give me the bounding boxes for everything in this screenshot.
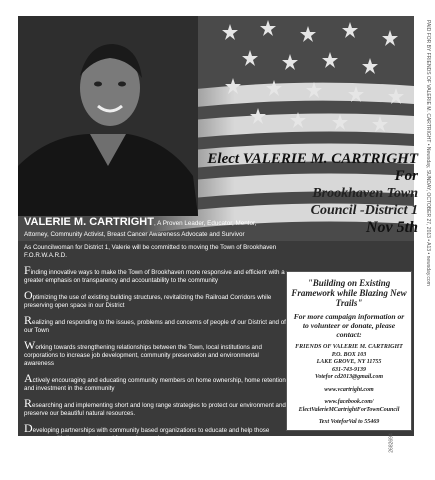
contact-box	[286, 271, 412, 431]
plank-text: eveloping partnerships with community based organizations to educate and help those among us with the greatest need for services and support	[24, 427, 270, 442]
headline-for: For	[394, 168, 418, 184]
plank-text: ctively encouraging and educating community members on home ownership, home retention and investment in the community	[24, 377, 286, 392]
po-box: P.O. BOX 103	[331, 351, 367, 358]
committee-name: FRIENDS OF VALERIE M. CARTRIGHT	[295, 344, 403, 350]
plank-item	[24, 288, 289, 310]
headline-elect: Elect VALERIE M. CARTRIGHT	[207, 151, 418, 167]
candidate-subtitle: Attorney, Community Activist, Breast Cancer Awareness Advocate and Survivor	[24, 231, 245, 238]
campaign-slogan: "Building on Existing Framework while Blazing New Trails"	[291, 278, 407, 308]
plank-initial: O	[24, 288, 33, 302]
headline-district: Council -District 1	[310, 203, 418, 218]
candidate-name: VALERIE M. CARTRIGHT	[24, 216, 154, 228]
candidate-tagline: , A Proven Leader, Educator, Mentor,	[153, 220, 257, 227]
website-link[interactable]: www.vcartright.com	[324, 386, 374, 393]
text-to-donate: Text VoteforVal to 55469	[318, 419, 380, 425]
bio-intro: As Councilwoman for District 1, Valerie will be committed to moving the Town of Brookhaven F.O.R.W.A.R.D.	[24, 244, 277, 259]
plank-item	[24, 338, 289, 368]
plank-text: orking towards strengthening relationships between the Town, local institutions and corporations to increase job development, community preservation and environmental awareness	[24, 344, 262, 367]
credit-text: PAID FOR BY FRIENDS OF VALERIE M. CARTRIGHT • Newsday, SUNDAY, OCTOBER 27, 2013 • A13 • newsday.com	[425, 20, 431, 286]
vertical-credit	[425, 20, 431, 460]
headline-date: Nov 5th	[366, 219, 418, 236]
plank-text: inding innovative ways to make the Town of Brookhaven more responsive and efficient with a greater emphasis on transparency and accountability to the community	[24, 269, 285, 284]
plank-text: ealizing and responding to the issues, problems and concerns of people of our District and of our Town	[24, 319, 286, 334]
ad-number: 2682694	[388, 433, 395, 453]
headline-town: Brookhaven Town	[312, 186, 418, 201]
city-line: LAKE GROVE, NY 11755	[316, 359, 382, 365]
plank-item	[24, 313, 289, 335]
plank-initial: F	[24, 263, 31, 277]
plank-item	[24, 396, 289, 418]
plank-initial: A	[24, 371, 33, 385]
plank-initial: D	[24, 421, 33, 435]
name-line	[24, 216, 289, 228]
plank-item	[24, 371, 289, 393]
plank-initial: R	[24, 313, 33, 327]
plank-initial: R	[24, 396, 33, 410]
campaign-ad	[18, 16, 418, 442]
bio-section	[24, 216, 289, 443]
plank-text: ptimizing the use of existing building structures, revitalizing the Railroad Corridors while preserving open space in our District	[24, 294, 272, 309]
phone-number: 631-743-9139	[332, 366, 366, 373]
plank-item	[24, 421, 289, 443]
plank-initial: W	[24, 338, 36, 352]
facebook-link[interactable]: www.facebook.com/ ElectValerieMCartrightForTownCouncil	[298, 399, 400, 413]
plank-item	[24, 263, 289, 285]
contact-intro: For more campaign information or to volunteer or donate, please contact:	[293, 312, 405, 339]
email-link[interactable]: Votefor cd2013@gmail.com	[315, 374, 383, 380]
plank-text: esearching and implementing short and long range strategies to protect our environment and preserve our beautiful natural resources.	[24, 402, 286, 417]
